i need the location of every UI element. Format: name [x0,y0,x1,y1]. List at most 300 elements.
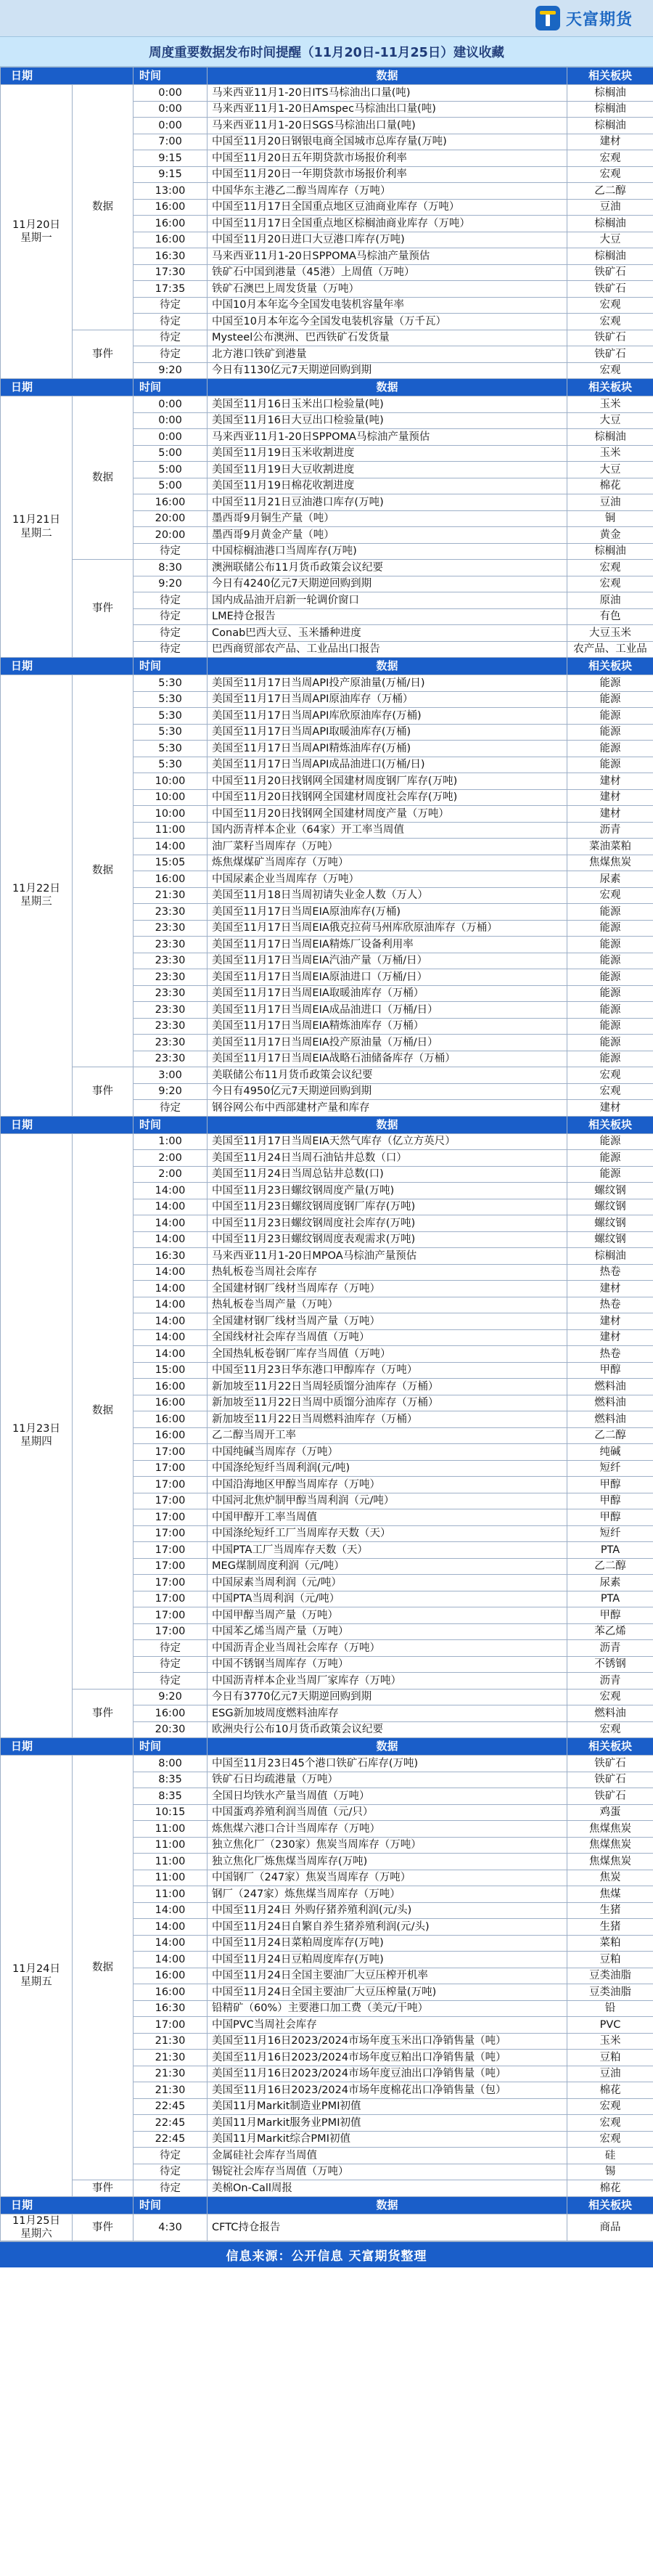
header-data: 数据 [208,68,567,85]
data-item: 中国至10月本年迄今全国发电装机容量（万千瓦） [208,314,567,330]
category-cell: 事件 [73,330,134,379]
data-item: 中国至11月23日螺纹钢周度钢厂库存(万吨) [208,1199,567,1215]
data-item: 铁矿石中国到港量（45港）上周值（万吨） [208,264,567,281]
data-item: 美国至11月17日当周EIA汽油产量（万桶/日） [208,953,567,969]
sector-cell: 能源 [567,1051,653,1067]
time-cell: 14:00 [134,1935,208,1952]
sector-cell: 大豆 [567,412,653,429]
sector-cell: 燃料油 [567,1395,653,1411]
sector-cell: 菜粕 [567,1935,653,1952]
sector-cell: 铁矿石 [567,1772,653,1788]
sector-cell: 能源 [567,985,653,1002]
data-item: 美国至11月17日当周EIA原油进口（万桶/日） [208,969,567,986]
sector-cell: 短纤 [567,1525,653,1542]
data-item: 马来西亚11月1-20日SGS马棕油出口量(吨) [208,118,567,134]
sector-cell: 铁矿石 [567,264,653,281]
data-item: 美国至11月17日当周EIA精炼油库存（万桶） [208,1018,567,1035]
time-cell: 待定 [134,592,208,609]
data-item: 中国至11月23日华东港口甲醇库存（万吨） [208,1362,567,1379]
time-cell: 9:20 [134,576,208,592]
data-item: 钢谷网公布中西部建材产量和库存 [208,1100,567,1117]
data-item: 中国至11月20日五年期贷款市场报价利率 [208,150,567,167]
data-item: 美国至11月17日当周API成品油进口(万桶/日) [208,757,567,773]
sector-cell: 宏观 [567,887,653,904]
day-weekday: 星期四 [20,1436,52,1448]
header-sector: 相关板块 [567,2196,653,2214]
time-cell: 待定 [134,2164,208,2180]
data-item: 美国至11月17日当周API原油库存（万桶） [208,691,567,708]
category-cell: 数据 [73,396,134,560]
time-cell: 16:00 [134,1379,208,1395]
table-row [1,85,653,102]
section-header-row [1,1116,653,1133]
category-cell: 事件 [73,1689,134,1738]
header-sector: 相关板块 [567,1116,653,1133]
sector-cell: 宏观 [567,2131,653,2148]
sector-cell: 能源 [567,691,653,708]
sector-cell: 能源 [567,1133,653,1150]
sector-cell: 螺纹钢 [567,1183,653,1199]
data-item: 马来西亚11月1-20日Amspec马棕油出口量(吨) [208,101,567,118]
sector-cell: 能源 [567,708,653,725]
data-item: 美国至11月16日2023/2024市场年度棉花出口净销售量（包） [208,2082,567,2099]
data-item: Mysteel公布澳洲、巴西铁矿石发货量 [208,330,567,346]
time-cell: 16:00 [134,216,208,232]
data-item: 今日有3770亿元7天期逆回购到期 [208,1689,567,1705]
sector-cell: 建材 [567,1329,653,1346]
sector-cell: 建材 [567,773,653,790]
data-item: 新加坡至11月22日当周燃料油库存（万桶） [208,1411,567,1428]
data-item: 美国至11月16日2023/2024市场年度豆油出口净销售量（吨） [208,2066,567,2082]
data-item: Conab巴西大豆、玉米播种进度 [208,625,567,642]
header-data: 数据 [208,658,567,675]
time-cell: 22:45 [134,2098,208,2115]
time-cell: 16:30 [134,1248,208,1265]
data-item: 美国至11月16日2023/2024市场年度玉米出口净销售量（吨） [208,2033,567,2050]
data-item: 中国10月本年迄今全国发电装机容量年率 [208,297,567,314]
sector-cell: 宏观 [567,2115,653,2132]
data-item: 中国至11月24日 外购仔猪养殖利润(元/头) [208,1902,567,1919]
time-cell: 11:00 [134,1821,208,1838]
data-item: 热轧板卷当周社会库存 [208,1264,567,1281]
sector-cell: 燃料油 [567,1411,653,1428]
header-time: 时间 [134,68,208,85]
sector-cell: 大豆 [567,232,653,248]
data-item: 美国至11月17日当周API精炼油库存(万桶) [208,741,567,757]
sector-cell: 能源 [567,724,653,741]
time-cell: 5:30 [134,724,208,741]
data-item: 马来西亚11月1-20日ITS马棕油出口量(吨) [208,85,567,102]
time-cell: 5:00 [134,462,208,478]
header-date: 日期 [1,68,134,85]
data-item: 中国至11月24日全国主要油厂大豆压榨量(万吨) [208,1984,567,2001]
sector-cell: 棉花 [567,2180,653,2197]
category-cell: 事件 [73,1067,134,1117]
sector-cell: 尿素 [567,1575,653,1591]
header-time: 时间 [134,658,208,675]
header-date: 日期 [1,1738,134,1756]
sector-cell: 宏观 [567,297,653,314]
data-item: 中国至11月20日钢银电商全国城市总库存量(万吨) [208,134,567,150]
sector-cell: 甲醇 [567,1362,653,1379]
time-cell: 17:00 [134,1575,208,1591]
sector-cell: 建材 [567,1100,653,1117]
sector-cell: 生猪 [567,1919,653,1936]
data-item: 中国甲醇开工率当周值 [208,1509,567,1526]
time-cell: 待定 [134,1656,208,1673]
time-cell: 21:30 [134,887,208,904]
data-item: LME持仓报告 [208,608,567,625]
sector-cell: 豆粕 [567,1952,653,1968]
time-cell: 16:00 [134,1411,208,1428]
time-cell: 9:15 [134,150,208,167]
day-date: 11月21日 [12,514,60,526]
data-item: 美国至11月17日当周EIA投产原油量（万桶/日） [208,1035,567,1051]
data-item: 全国建材钢厂线材当周库存（万吨） [208,1281,567,1297]
time-cell: 22:45 [134,2131,208,2148]
time-cell: 17:00 [134,1460,208,1477]
sector-cell: 建材 [567,806,653,823]
sector-cell: 沥青 [567,822,653,839]
data-item: 中国至11月24日菜粕周度库存(万吨) [208,1935,567,1952]
sector-cell: 宏观 [567,1083,653,1100]
data-item: 中国至11月24日自繁自养生猪养殖利润(元/头) [208,1919,567,1936]
data-item: 金属硅社会库存当周值 [208,2148,567,2164]
header-time: 时间 [134,379,208,396]
time-cell: 10:15 [134,1804,208,1821]
sector-cell: 能源 [567,953,653,969]
time-cell: 待定 [134,543,208,560]
time-cell: 待定 [134,1100,208,1117]
sector-cell: 豆类油脂 [567,1984,653,2001]
sector-cell: 铁矿石 [567,1756,653,1772]
sector-cell: 宏观 [567,166,653,183]
data-item: 炼焦煤煤矿当周库存（万吨） [208,855,567,871]
brand-logo [535,6,633,30]
time-cell: 17:00 [134,1542,208,1559]
data-item: 中国至11月23日螺纹钢周度社会库存(万吨) [208,1215,567,1232]
time-cell: 14:00 [134,1264,208,1281]
time-cell: 1:00 [134,1133,208,1150]
time-cell: 14:00 [134,1231,208,1248]
time-cell: 待定 [134,1640,208,1657]
data-item: 锡锭社会库存当周值（万吨） [208,2164,567,2180]
time-cell: 9:20 [134,1083,208,1100]
category-cell: 事件 [73,2180,134,2197]
sector-cell: 热卷 [567,1346,653,1363]
sector-cell: 燃料油 [567,1705,653,1722]
data-item: 今日有4950亿元7天期逆回购到期 [208,1083,567,1100]
time-cell: 5:30 [134,675,208,692]
data-item: 全国热轧板卷钢厂库存当周值（万吨） [208,1346,567,1363]
data-item: 全国建材钢厂线材当周产量（万吨） [208,1313,567,1330]
data-item: 美联储公布11月货币政策会议纪要 [208,1067,567,1084]
day-date-cell [1,1756,73,2197]
sector-cell: 宏观 [567,150,653,167]
sector-cell: 宏观 [567,314,653,330]
header-sector: 相关板块 [567,68,653,85]
sector-cell: 螺纹钢 [567,1199,653,1215]
time-cell: 17:00 [134,1525,208,1542]
sector-cell: 乙二醇 [567,183,653,200]
sector-cell: 沥青 [567,1640,653,1657]
sector-cell: 热卷 [567,1264,653,1281]
day-date-cell [1,396,73,658]
data-item: 中国尿素当周利润（元/吨） [208,1575,567,1591]
sector-cell: 热卷 [567,1297,653,1313]
time-cell: 0:00 [134,101,208,118]
sector-cell: 硅 [567,2148,653,2164]
sector-cell: 铁矿石 [567,346,653,363]
table-row [1,2180,653,2197]
data-item: 美棉On-Call周报 [208,2180,567,2197]
data-item: 美国至11月17日当周EIA俄克拉荷马州库欣原油库存（万桶） [208,920,567,937]
data-item: 乙二醇当周开工率 [208,1427,567,1444]
data-item: 全国日均铁水产量当周值（万吨） [208,1788,567,1805]
time-cell: 11:00 [134,1837,208,1854]
time-cell: 16:00 [134,1705,208,1722]
data-item: 美国至11月17日当周API库欣原油库存(万桶) [208,708,567,725]
data-item: 中国PTA工厂当周库存天数（天） [208,1542,567,1559]
data-item: 油厂菜籽当周库存（万吨） [208,839,567,855]
sector-cell: 豆油 [567,494,653,511]
day-weekday: 星期一 [20,232,52,244]
sector-cell: 原油 [567,592,653,609]
data-item: 中国尿素企业当周库存（万吨） [208,871,567,888]
sector-cell: 棕榈油 [567,543,653,560]
header-data: 数据 [208,2196,567,2214]
sector-cell: 铅 [567,2000,653,2017]
sector-cell: 棕榈油 [567,118,653,134]
sector-cell: 豆油 [567,199,653,216]
sector-cell: 纯碱 [567,1444,653,1461]
time-cell: 5:30 [134,691,208,708]
data-item: 国内沥青样本企业（64家）开工率当周值 [208,822,567,839]
time-cell: 待定 [134,2180,208,2197]
header-data: 数据 [208,1738,567,1756]
time-cell: 14:00 [134,1902,208,1919]
sector-cell: 建材 [567,1281,653,1297]
table-row [1,1067,653,1084]
sector-cell: 棕榈油 [567,216,653,232]
sector-cell: 棉花 [567,478,653,494]
day-weekday: 星期三 [20,896,52,908]
data-item: 美国至11月16日玉米出口检验量(吨) [208,396,567,413]
time-cell: 5:30 [134,757,208,773]
data-item: 铁矿石澳巴上周发货量（万吨） [208,281,567,298]
time-cell: 14:00 [134,1183,208,1199]
category-cell: 数据 [73,85,134,330]
header-date: 日期 [1,658,134,675]
time-cell: 8:35 [134,1772,208,1788]
sector-cell: 能源 [567,675,653,692]
data-item: 美国至11月24日当周总钻井总数(口) [208,1166,567,1183]
time-cell: 待定 [134,330,208,346]
sector-cell: PTA [567,1542,653,1559]
data-item: 美国11月Markit制造业PMI初值 [208,2098,567,2115]
time-cell: 5:30 [134,741,208,757]
data-item: 墨西哥9月黄金产量（吨） [208,527,567,544]
time-cell: 2:00 [134,1166,208,1183]
time-cell: 16:00 [134,1968,208,1984]
time-cell: 5:00 [134,478,208,494]
time-cell: 14:00 [134,1329,208,1346]
sector-cell: 锡 [567,2164,653,2180]
data-item: 中国至11月21日豆油港口库存(万吨) [208,494,567,511]
table-row [1,675,653,692]
header-sector: 相关板块 [567,1738,653,1756]
time-cell: 14:00 [134,1281,208,1297]
sector-cell: 有色 [567,608,653,625]
sector-cell: 宏观 [567,1721,653,1738]
day-date: 11月22日 [12,883,60,895]
sector-cell: 能源 [567,1150,653,1167]
time-cell: 16:00 [134,871,208,888]
time-cell: 23:30 [134,1035,208,1051]
category-cell: 事件 [73,2214,134,2241]
header-data: 数据 [208,379,567,396]
sector-cell: 宏观 [567,362,653,379]
sector-cell: 铁矿石 [567,1788,653,1805]
data-item: 美国至11月17日当周EIA天然气库存（亿立方英尺） [208,1133,567,1150]
sector-cell: 商品 [567,2214,653,2241]
sector-cell: 农产品、工业品 [567,641,653,658]
time-cell: 14:00 [134,1313,208,1330]
sector-cell: 螺纹钢 [567,1231,653,1248]
data-item: 中国沥青企业当周社会库存（万吨） [208,1640,567,1657]
time-cell: 5:30 [134,708,208,725]
time-cell: 17:30 [134,264,208,281]
time-cell: 20:00 [134,510,208,527]
sector-cell: 豆类油脂 [567,1968,653,1984]
time-cell: 0:00 [134,396,208,413]
sector-cell: 沥青 [567,1673,653,1690]
time-cell: 11:00 [134,822,208,839]
day-date: 11月25日 [12,2214,60,2227]
data-item: 中国不锈钢当周库存（万吨） [208,1656,567,1673]
section-header-row [1,1738,653,1756]
sector-cell: 豆粕 [567,2050,653,2066]
time-cell: 16:00 [134,1427,208,1444]
table-row [1,1756,653,1772]
section-header-row [1,2196,653,2214]
time-cell: 14:00 [134,839,208,855]
day-date: 11月20日 [12,219,60,231]
sector-cell: 生猪 [567,1902,653,1919]
data-item: 中国至11月20日进口大豆港口库存(万吨) [208,232,567,248]
data-item: 中国河北焦炉制甲醇当周利润（元/吨） [208,1493,567,1509]
time-cell: 15:05 [134,855,208,871]
data-item: 中国华东主港乙二醇当周库存（万吨） [208,183,567,200]
sector-cell: 棕榈油 [567,1248,653,1265]
schedule-table [0,67,653,2241]
data-item: 炼焦煤六港口合计当周库存（万吨） [208,1821,567,1838]
time-cell: 15:00 [134,1362,208,1379]
time-cell: 21:30 [134,2033,208,2050]
table-row [1,1133,653,1150]
time-cell: 10:00 [134,806,208,823]
sector-cell: 能源 [567,969,653,986]
sector-cell: 焦煤焦炭 [567,1837,653,1854]
data-item: 中国至11月20日一年期贷款市场报价利率 [208,166,567,183]
category-cell: 数据 [73,1133,134,1689]
data-item: 美国11月Markit综合PMI初值 [208,2131,567,2148]
data-item: 美国至11月17日当周API取暖油库存(万桶) [208,724,567,741]
data-item: 中国至11月20日找钢网全国建材周度产量（万吨） [208,806,567,823]
day-date-cell [1,675,73,1117]
data-item: 钢厂（247家）炼焦煤当周库存（万吨） [208,1886,567,1903]
category-cell: 数据 [73,675,134,1067]
time-cell: 11:00 [134,1886,208,1903]
time-cell: 9:20 [134,362,208,379]
section-header-row [1,68,653,85]
sector-cell: 能源 [567,1035,653,1051]
data-item: 新加坡至11月22日当周中质馏分油库存（万桶） [208,1395,567,1411]
time-cell: 10:00 [134,789,208,806]
data-item: 中国蛋鸡养殖利润当周值（元/只） [208,1804,567,1821]
time-cell: 17:00 [134,1607,208,1624]
data-item: 北方港口铁矿到港量 [208,346,567,363]
time-cell: 23:30 [134,937,208,953]
data-item: 中国至11月23日45个港口铁矿石库存(万吨) [208,1756,567,1772]
sector-cell: 焦煤 [567,1886,653,1903]
day-date-cell [1,1133,73,1738]
time-cell: 待定 [134,297,208,314]
table-row [1,1689,653,1705]
time-cell: 16:00 [134,494,208,511]
data-item: 中国沿海地区甲醇当周库存（万吨） [208,1477,567,1493]
data-item: 中国涤纶短纤工厂当周库存天数（天） [208,1525,567,1542]
time-cell: 4:30 [134,2214,208,2241]
sector-cell: 燃料油 [567,1379,653,1395]
time-cell: 11:00 [134,1870,208,1886]
time-cell: 23:30 [134,1018,208,1035]
document-title: 周度重要数据发布时间提醒（11月20日-11月25日）建议收藏 [0,36,653,67]
sector-cell: 能源 [567,1018,653,1035]
source-footer: 信息来源：公开信息 天富期货整理 [0,2241,653,2267]
time-cell: 17:00 [134,1623,208,1640]
sector-cell: 棕榈油 [567,429,653,446]
time-cell: 待定 [134,346,208,363]
time-cell: 14:00 [134,1297,208,1313]
data-item: 中国至11月20日找钢网全国建材周度钢厂库存(万吨) [208,773,567,790]
time-cell: 20:00 [134,527,208,544]
time-cell: 0:00 [134,412,208,429]
data-item: 国内成品油开启新一轮调价窗口 [208,592,567,609]
time-cell: 0:00 [134,85,208,102]
header-time: 时间 [134,2196,208,2214]
data-item: 中国至11月23日螺纹钢周度产量(万吨) [208,1183,567,1199]
data-item: 中国PTA当周利润（元/吨） [208,1591,567,1607]
data-item: 中国苯乙烯当周产量（万吨） [208,1623,567,1640]
data-item: 中国至11月24日全国主要油厂大豆压榨开机率 [208,1968,567,1984]
sector-cell: 棉花 [567,2082,653,2099]
sector-cell: 宏观 [567,1067,653,1084]
time-cell: 23:30 [134,953,208,969]
data-item: 独立焦化厂（230家）焦炭当周库存（万吨） [208,1837,567,1854]
time-cell: 8:30 [134,560,208,576]
time-cell: 8:35 [134,1788,208,1805]
data-item: 中国至11月17日全国重点地区棕榈油商业库存（万吨） [208,216,567,232]
time-cell: 16:30 [134,248,208,265]
time-cell: 23:30 [134,985,208,1002]
sector-cell: 乙二醇 [567,1427,653,1444]
time-cell: 0:00 [134,429,208,446]
sector-cell: 焦煤焦炭 [567,1821,653,1838]
time-cell: 23:30 [134,904,208,921]
data-item: 铅精矿（60%）主要港口加工费（美元/干吨） [208,2000,567,2017]
time-cell: 16:00 [134,199,208,216]
